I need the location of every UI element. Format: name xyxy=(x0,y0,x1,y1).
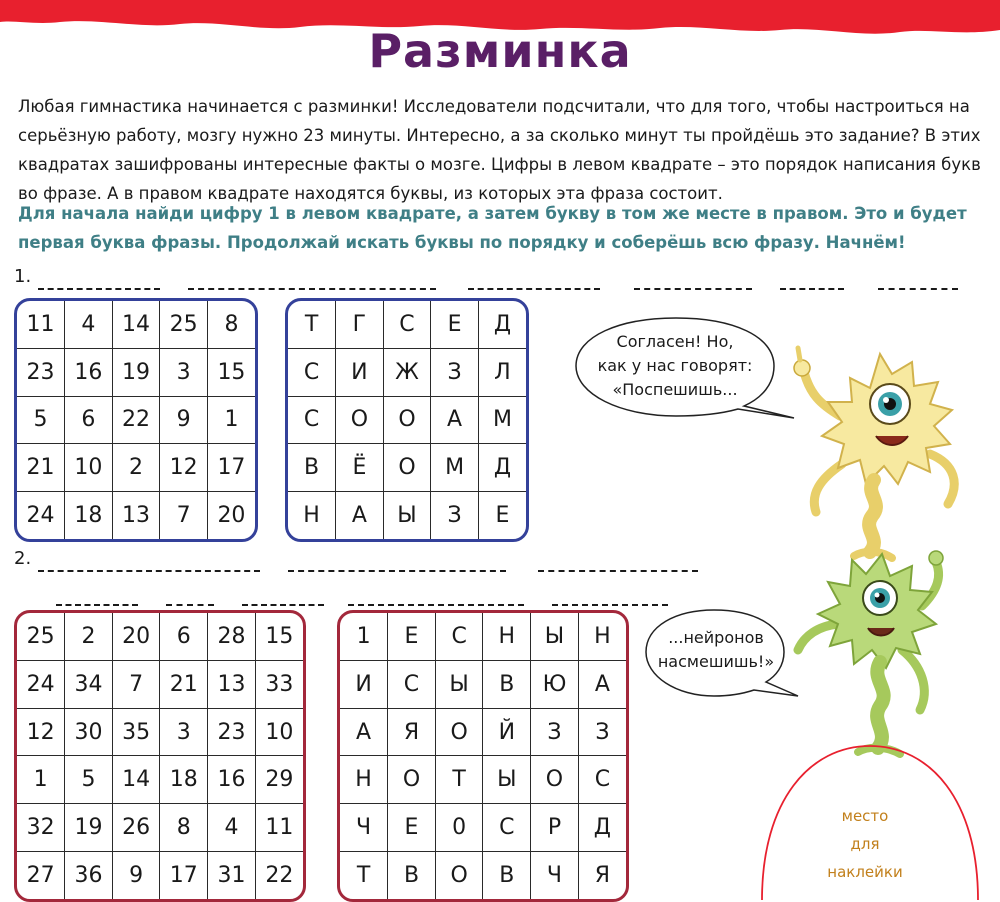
letter-cell: А xyxy=(578,660,626,708)
number-cell: 10 xyxy=(255,708,303,756)
letter-cell: Ы xyxy=(383,492,431,539)
number-cell: 18 xyxy=(65,492,113,539)
number-cell: 1 xyxy=(207,396,255,444)
letter-cell: А xyxy=(340,708,388,756)
number-cell: 14 xyxy=(112,301,160,348)
letter-cell: Е xyxy=(388,613,436,660)
number-cell: 11 xyxy=(255,804,303,852)
task-2-number-grid xyxy=(14,610,306,902)
letter-cell: О xyxy=(435,852,483,899)
letter-cell: Т xyxy=(340,852,388,899)
number-cell: 32 xyxy=(17,804,65,852)
letter-cell: Ы xyxy=(531,613,579,660)
number-cell: 17 xyxy=(160,852,208,899)
grid-row xyxy=(340,852,626,899)
number-cell: 22 xyxy=(112,396,160,444)
letter-cell: С xyxy=(288,396,336,444)
number-cell: 35 xyxy=(112,708,160,756)
task-1-label: 1. xyxy=(14,266,32,287)
letter-cell: М xyxy=(478,396,526,444)
letter-cell: А xyxy=(336,492,384,539)
letter-cell: Ч xyxy=(531,852,579,899)
number-cell: 25 xyxy=(17,613,65,660)
letter-cell: Д xyxy=(478,301,526,348)
task-2-answer-line-1[interactable] xyxy=(38,552,698,572)
letter-cell: З xyxy=(431,348,479,396)
number-cell: 2 xyxy=(65,613,113,660)
task-1-answer-line[interactable] xyxy=(38,270,958,290)
number-cell: 3 xyxy=(160,708,208,756)
number-cell: 24 xyxy=(17,660,65,708)
number-cell: 4 xyxy=(65,301,113,348)
number-cell: 24 xyxy=(17,492,65,539)
number-cell: 16 xyxy=(208,756,256,804)
grid-row xyxy=(17,492,255,539)
letter-cell: Ы xyxy=(483,756,531,804)
grid-row xyxy=(17,804,303,852)
intro-text: Любая гимнастика начинается с разминки! Исследователи подсчитали, что для того, чтобы настроиться на серьёзную работу, мозгу нужно 23 минуты. Интересно, а за сколько минут ты пройдёшь это задание? В этих квадратах зашифрованы интересные факты о мозге. Цифры в левом квадрате – это порядок написания букв во фразе. А в правом квадрате находятся буквы, из которых эта фраза состоит. xyxy=(18,97,981,203)
number-cell: 17 xyxy=(207,444,255,492)
grid-row xyxy=(340,708,626,756)
monster-bottom-illustration xyxy=(782,540,982,770)
number-cell: 10 xyxy=(65,444,113,492)
grid-row xyxy=(17,301,255,348)
grid-row xyxy=(17,660,303,708)
letter-cell: Л xyxy=(478,348,526,396)
number-cell: 13 xyxy=(112,492,160,539)
number-cell: 21 xyxy=(17,444,65,492)
number-cell: 19 xyxy=(112,348,160,396)
number-cell: 25 xyxy=(160,301,208,348)
number-cell: 15 xyxy=(207,348,255,396)
number-cell: 7 xyxy=(112,660,160,708)
number-cell: 4 xyxy=(208,804,256,852)
letter-cell: С xyxy=(483,804,531,852)
letter-cell: Н xyxy=(578,613,626,660)
number-cell: 6 xyxy=(65,396,113,444)
number-cell: 19 xyxy=(65,804,113,852)
number-cell: 6 xyxy=(160,613,208,660)
number-cell: 28 xyxy=(208,613,256,660)
page-title: Разминка xyxy=(368,24,632,78)
letter-cell: О xyxy=(336,396,384,444)
task-1-number-grid xyxy=(14,298,258,542)
number-cell: 12 xyxy=(17,708,65,756)
letter-cell: О xyxy=(435,708,483,756)
grid-row xyxy=(288,301,526,348)
number-cell: 22 xyxy=(255,852,303,899)
letter-cell: С xyxy=(383,301,431,348)
number-cell: 20 xyxy=(112,613,160,660)
task-2-label: 2. xyxy=(14,548,32,569)
number-cell: 15 xyxy=(255,613,303,660)
grid-row xyxy=(340,613,626,660)
letter-cell: Е xyxy=(388,804,436,852)
letter-cell: 0 xyxy=(435,804,483,852)
number-cell: 29 xyxy=(255,756,303,804)
number-cell: 1 xyxy=(17,756,65,804)
grid-row xyxy=(340,660,626,708)
letter-cell: Д xyxy=(578,804,626,852)
task-2-letter-grid xyxy=(337,610,629,902)
sticker-place-label: место для наклейки xyxy=(827,807,903,881)
number-cell: 13 xyxy=(208,660,256,708)
letter-cell: О xyxy=(388,756,436,804)
number-cell: 9 xyxy=(160,396,208,444)
letter-cell: Й xyxy=(483,708,531,756)
letter-cell: О xyxy=(383,444,431,492)
letter-cell: З xyxy=(431,492,479,539)
number-cell: 7 xyxy=(160,492,208,539)
speech-text-top: Согласен! Но, как у нас говорят: «Поспешишь... xyxy=(597,332,753,399)
number-cell: 16 xyxy=(65,348,113,396)
grid-row xyxy=(340,756,626,804)
number-cell: 11 xyxy=(17,301,65,348)
number-cell: 8 xyxy=(160,804,208,852)
letter-cell: Ю xyxy=(531,660,579,708)
letter-cell: В xyxy=(288,444,336,492)
letter-cell: В xyxy=(388,852,436,899)
letter-cell: М xyxy=(431,444,479,492)
letter-cell: Т xyxy=(435,756,483,804)
number-cell: 5 xyxy=(17,396,65,444)
grid-row xyxy=(17,708,303,756)
letter-cell: З xyxy=(578,708,626,756)
task-2-answer-line-2[interactable] xyxy=(56,586,671,606)
letter-cell: З xyxy=(531,708,579,756)
letter-cell: Д xyxy=(478,444,526,492)
grid-row xyxy=(288,444,526,492)
letter-cell: И xyxy=(340,660,388,708)
letter-cell: Н xyxy=(340,756,388,804)
number-cell: 31 xyxy=(208,852,256,899)
letter-cell: Н xyxy=(483,613,531,660)
number-cell: 21 xyxy=(160,660,208,708)
letter-cell: Р xyxy=(531,804,579,852)
grid-row xyxy=(17,852,303,899)
letter-cell: Е xyxy=(478,492,526,539)
number-cell: 2 xyxy=(112,444,160,492)
number-cell: 5 xyxy=(65,756,113,804)
letter-cell: 1 xyxy=(340,613,388,660)
number-cell: 12 xyxy=(160,444,208,492)
grid-row xyxy=(17,444,255,492)
number-cell: 27 xyxy=(17,852,65,899)
letter-cell: Я xyxy=(388,708,436,756)
grid-row xyxy=(288,348,526,396)
letter-cell: Я xyxy=(578,852,626,899)
letter-cell: О xyxy=(531,756,579,804)
grid-row xyxy=(17,396,255,444)
speech-text-bottom: ...нейронов насмешишь!» xyxy=(657,628,775,671)
letter-cell: Ы xyxy=(435,660,483,708)
number-cell: 20 xyxy=(207,492,255,539)
letter-cell: Т xyxy=(288,301,336,348)
grid-row xyxy=(17,756,303,804)
number-cell: 8 xyxy=(207,301,255,348)
number-cell: 30 xyxy=(65,708,113,756)
letter-cell: А xyxy=(431,396,479,444)
number-cell: 18 xyxy=(160,756,208,804)
letter-cell: Ж xyxy=(383,348,431,396)
letter-cell: В xyxy=(483,660,531,708)
letter-cell: О xyxy=(383,396,431,444)
grid-row xyxy=(340,804,626,852)
grid-row xyxy=(288,396,526,444)
number-cell: 3 xyxy=(160,348,208,396)
grid-row xyxy=(17,613,303,660)
letter-cell: Н xyxy=(288,492,336,539)
number-cell: 26 xyxy=(112,804,160,852)
number-cell: 36 xyxy=(65,852,113,899)
letter-cell: С xyxy=(388,660,436,708)
letter-cell: И xyxy=(336,348,384,396)
number-cell: 14 xyxy=(112,756,160,804)
task-1-letter-grid xyxy=(285,298,529,542)
number-cell: 9 xyxy=(112,852,160,899)
grid-row xyxy=(17,348,255,396)
letter-cell: Ё xyxy=(336,444,384,492)
letter-cell: С xyxy=(578,756,626,804)
letter-cell: В xyxy=(483,852,531,899)
letter-cell: Е xyxy=(431,301,479,348)
number-cell: 34 xyxy=(65,660,113,708)
number-cell: 33 xyxy=(255,660,303,708)
instruction-text: Для начала найди цифру 1 в левом квадрате, а затем букву в том же месте в правом. Это и будет первая буква фразы. Продолжай искать буквы по порядку и соберёшь всю фразу. Начнём! xyxy=(18,204,967,252)
letter-cell: С xyxy=(288,348,336,396)
letter-cell: Ч xyxy=(340,804,388,852)
number-cell: 23 xyxy=(17,348,65,396)
grid-row xyxy=(288,492,526,539)
letter-cell: С xyxy=(435,613,483,660)
number-cell: 23 xyxy=(208,708,256,756)
letter-cell: Г xyxy=(336,301,384,348)
